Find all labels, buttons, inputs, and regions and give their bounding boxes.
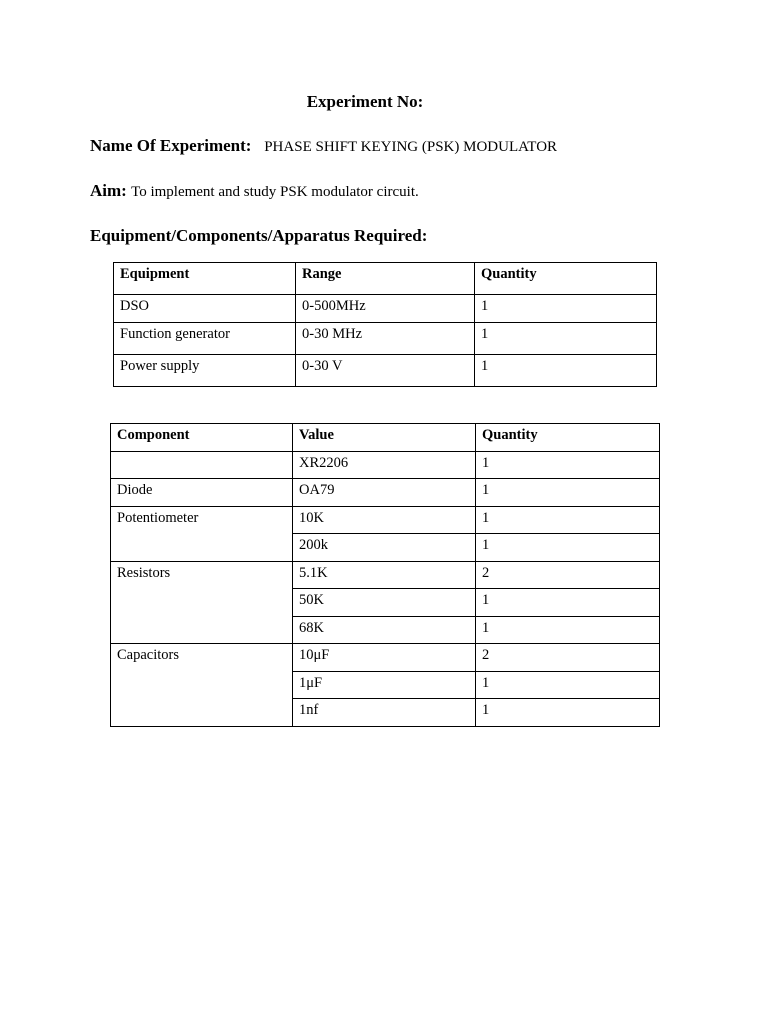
table-cell: 10μF (293, 644, 476, 672)
table-row (111, 479, 660, 507)
table-row (114, 295, 657, 323)
table-cell: 1 (475, 295, 657, 323)
aim-line (90, 181, 419, 201)
table-row (111, 451, 660, 479)
table-row (114, 323, 657, 355)
table-row (111, 561, 660, 589)
table-cell: 68K (293, 616, 476, 644)
component-header-row (111, 424, 660, 452)
table-cell: 10K (293, 506, 476, 534)
component-cell: Potentiometer (111, 506, 293, 561)
value-header-cell: Value (293, 424, 476, 452)
component-table (110, 423, 660, 727)
table-row (111, 644, 660, 672)
table-cell: 5.1K (293, 561, 476, 589)
table-cell: 1 (476, 479, 660, 507)
aim-value: To implement and study PSK modulator circuit. (131, 184, 419, 200)
equipment-header-row (114, 263, 657, 295)
experiment-name-value: PHASE SHIFT KEYING (PSK) MODULATOR (264, 139, 558, 155)
table-cell: 2 (476, 561, 660, 589)
table-cell: 50K (293, 589, 476, 617)
equipment-table (113, 262, 657, 387)
component-cell (111, 451, 293, 479)
table-cell: XR2206 (293, 451, 476, 479)
component-header-cell: Component (111, 424, 293, 452)
table-cell: 2 (476, 644, 660, 672)
table-cell: 1 (476, 589, 660, 617)
aim-label: Aim: (90, 181, 127, 200)
table-cell: 1 (476, 699, 660, 727)
table-cell: DSO (114, 295, 296, 323)
experiment-name-line (90, 136, 557, 156)
table-row (111, 506, 660, 534)
equipment-header-cell: Equipment (114, 263, 296, 295)
component-cell: Resistors (111, 561, 293, 644)
table-cell: 1 (476, 506, 660, 534)
table-cell: 0-500MHz (296, 295, 475, 323)
table-cell: 0-30 V (296, 355, 475, 387)
component-cell: Diode (111, 479, 293, 507)
table-cell: 0-30 MHz (296, 323, 475, 355)
table-cell: 1μF (293, 671, 476, 699)
table-cell: 1 (476, 534, 660, 562)
table-cell: OA79 (293, 479, 476, 507)
range-header-cell: Range (296, 263, 475, 295)
quantity-header-cell: Quantity (475, 263, 657, 295)
equipment-heading: Equipment/Components/Apparatus Required: (90, 226, 428, 245)
experiment-no-title: Experiment No: (306, 92, 424, 111)
table-cell: 1 (475, 355, 657, 387)
table-cell: 1 (476, 671, 660, 699)
table-cell: 200k (293, 534, 476, 562)
table-cell: 1 (475, 323, 657, 355)
table-cell: Power supply (114, 355, 296, 387)
table-row (114, 355, 657, 387)
table-cell: 1 (476, 451, 660, 479)
table-cell: 1nf (293, 699, 476, 727)
table-cell: 1 (476, 616, 660, 644)
table-cell: Function generator (114, 323, 296, 355)
quantity-header-cell: Quantity (476, 424, 660, 452)
component-cell: Capacitors (111, 644, 293, 727)
experiment-name-label: Name Of Experiment: (90, 136, 252, 155)
